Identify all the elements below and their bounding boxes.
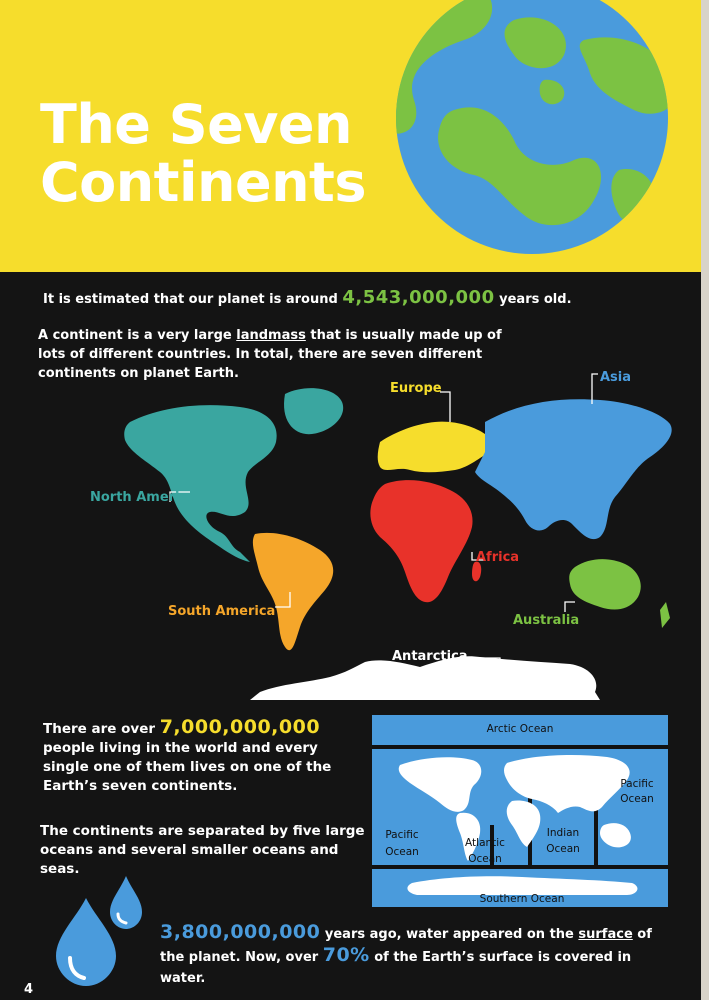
globe-illustration (394, 0, 684, 272)
greenland-shape (284, 388, 343, 434)
title-line-1: The Seven (40, 93, 352, 156)
pacific-ocean-right-line1: Pacific (620, 778, 654, 790)
pacific-ocean-left-line2: Ocean (385, 846, 419, 858)
label-south-america: South America (168, 604, 276, 619)
label-north-america: North America (90, 490, 196, 505)
atlantic-ocean-line1: Atlantic (465, 837, 505, 849)
label-europe: Europe (390, 381, 442, 396)
atlantic-ocean-line2: Ocean (468, 853, 502, 865)
indian-ocean-line2: Ocean (546, 843, 580, 855)
water-percent: 70% (322, 944, 370, 966)
water-end: of the Earth’s surface is covered in water. (160, 950, 632, 986)
water-years: 3,800,000,000 (160, 921, 321, 943)
intro-after: years old. (494, 292, 572, 307)
page-edge (701, 0, 709, 1000)
new-zealand-shape (660, 602, 670, 628)
water-term: surface (578, 927, 633, 942)
title-line-2: Continents (40, 151, 366, 214)
title-band (0, 0, 709, 272)
label-asia: Asia (600, 370, 632, 385)
definition-term: landmass (236, 328, 306, 343)
ocean-map-graphic (372, 715, 668, 907)
water-fact-text (160, 922, 680, 989)
australia-shape (569, 559, 641, 609)
continents-map (80, 362, 680, 702)
definition-after: that is usually made up of lots of different countries. In total, there are seven different continents on planet Earth. (38, 328, 502, 381)
label-australia: Australia (513, 613, 580, 628)
water-drops-icon (40, 876, 150, 986)
southern-ocean-label: Southern Ocean (479, 893, 565, 905)
asia-shape (475, 399, 672, 539)
page-number: 4 (24, 982, 34, 997)
arctic-ocean-label: Arctic Ocean (486, 723, 554, 735)
population-text (43, 718, 333, 796)
planet-age: 4,543,000,000 (342, 287, 495, 308)
population-before: There are over (43, 721, 160, 737)
intro-text (43, 288, 572, 309)
population-after: people living in the world and every single one of them lives on one of the Earth’s seven continents. (43, 740, 332, 794)
water-mid2: of the planet. Now, over (160, 927, 652, 965)
indian-ocean-line1: Indian (546, 827, 580, 839)
definition-before: A continent is a very large (38, 328, 237, 343)
oceans-text: The continents are separated by five large oceans and several smaller oceans and seas. (40, 823, 365, 877)
intro-before: It is estimated that our planet is around (43, 292, 343, 307)
africa-shape (370, 480, 472, 602)
ocean-map (372, 715, 668, 907)
europe-shape (378, 422, 490, 473)
south-america-shape (253, 533, 333, 650)
population-count: 7,000,000,000 (159, 716, 321, 738)
page-title (40, 93, 366, 214)
water-mid1: years ago, water appeared on the (320, 927, 579, 942)
label-africa: Africa (476, 550, 520, 565)
pacific-ocean-right-line2: Ocean (620, 793, 654, 805)
pacific-ocean-left-line1: Pacific (385, 829, 419, 841)
label-antarctica: Antarctica (392, 649, 468, 664)
